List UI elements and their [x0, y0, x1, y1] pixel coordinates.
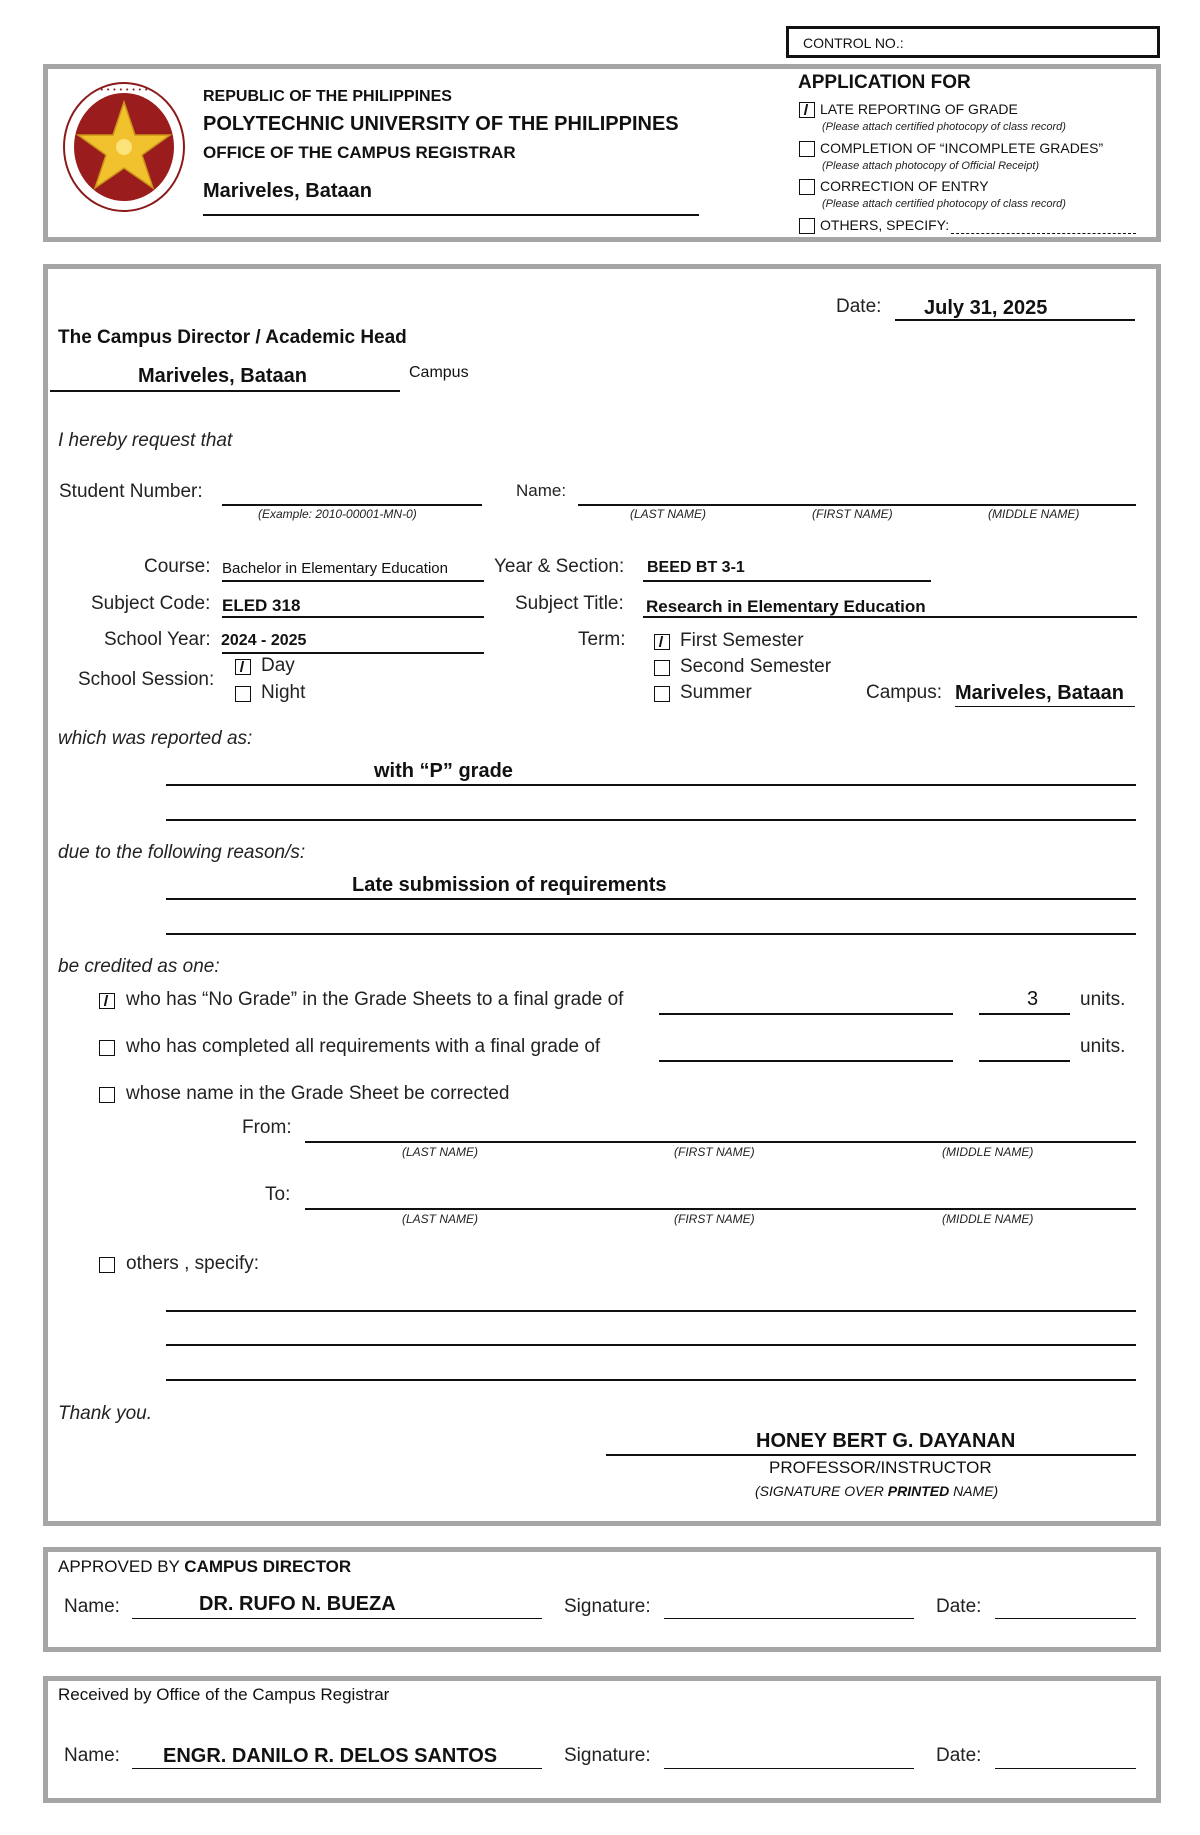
request-text: I hereby request that — [58, 430, 233, 451]
date-underline — [895, 319, 1135, 321]
from-middle-hint: (MIDDLE NAME) — [942, 1145, 1034, 1159]
application-correction-label: CORRECTION OF ENTRY — [820, 178, 989, 194]
term-label: Term: — [578, 629, 626, 650]
term-summer-checkbox[interactable] — [654, 686, 670, 702]
university-seal-logo — [60, 80, 188, 215]
term-first-semester-label: First Semester — [680, 630, 804, 651]
credit-others-label: others , specify: — [126, 1253, 260, 1274]
subject-code-value[interactable]: ELED 318 — [222, 596, 301, 615]
school-year-value[interactable]: 2024 - 2025 — [221, 632, 307, 649]
session-day-checkbox[interactable] — [235, 659, 251, 675]
to-middle-hint: (MIDDLE NAME) — [942, 1212, 1034, 1226]
header-campus: Mariveles, Bataan — [203, 180, 372, 202]
credit-no-grade-units-label: units. — [1080, 989, 1126, 1010]
application-others-label: OTHERS, SPECIFY: — [820, 217, 950, 233]
credit-no-grade-checkbox[interactable] — [99, 993, 115, 1009]
application-completion-label: COMPLETION OF “INCOMPLETE GRADES” — [820, 140, 1104, 156]
credit-completed-checkbox[interactable] — [99, 1040, 115, 1056]
control-number-box[interactable] — [786, 26, 1160, 58]
addressee: The Campus Director / Academic Head — [58, 327, 407, 348]
approval-heading-b: CAMPUS DIRECTOR — [184, 1557, 352, 1576]
subject-title-label: Subject Title: — [515, 593, 624, 614]
addressee-campus-value[interactable]: Mariveles, Bataan — [138, 365, 307, 387]
others-line-2[interactable] — [166, 1344, 1136, 1346]
received-name-underline — [132, 1768, 542, 1769]
date-label: Date: — [836, 296, 882, 317]
subject-code-underline — [222, 616, 484, 618]
name-field[interactable] — [578, 504, 1136, 506]
from-label: From: — [242, 1117, 292, 1138]
approval-heading — [58, 1557, 351, 1577]
header-university: POLYTECHNIC UNIVERSITY OF THE PHILIPPINES — [203, 113, 679, 135]
credit-completed-grade-field[interactable] — [659, 1060, 953, 1062]
approval-date-label: Date: — [936, 1596, 982, 1617]
term-first-semester-checkbox[interactable] — [654, 634, 670, 650]
year-section-label: Year & Section: — [494, 556, 625, 577]
date-value[interactable]: July 31, 2025 — [924, 297, 1048, 319]
application-others-checkbox[interactable] — [799, 218, 815, 234]
term-summer-label: Summer — [680, 682, 752, 703]
credit-name-correction-checkbox[interactable] — [99, 1087, 115, 1103]
signatory-title: PROFESSOR/INSTRUCTOR — [769, 1458, 992, 1477]
reported-as-label: which was reported as: — [58, 728, 253, 749]
name-middle-hint: (MIDDLE NAME) — [988, 507, 1080, 521]
course-underline — [222, 580, 484, 582]
name-label: Name: — [516, 481, 567, 500]
received-name-value[interactable]: ENGR. DANILO R. DELOS SANTOS — [163, 1745, 498, 1767]
from-name-field[interactable] — [305, 1141, 1136, 1143]
svg-text:• • • • • • • •: • • • • • • • • — [99, 86, 149, 94]
term-second-semester-checkbox[interactable] — [654, 660, 670, 676]
others-line-1[interactable] — [166, 1310, 1136, 1312]
credit-no-grade-grade-field[interactable] — [659, 1013, 953, 1015]
credit-others-checkbox[interactable] — [99, 1257, 115, 1273]
application-title: APPLICATION FOR — [798, 72, 971, 93]
student-number-hint: (Example: 2010-00001-MN-0) — [258, 507, 417, 521]
year-section-underline — [643, 580, 931, 582]
subject-title-value[interactable]: Research in Elementary Education — [646, 597, 926, 616]
credit-no-grade-units-value[interactable]: 3 — [1027, 988, 1039, 1010]
approval-signature-field[interactable] — [664, 1618, 914, 1619]
signature-note-c: NAME) — [949, 1483, 999, 1499]
credit-completed-units-label: units. — [1080, 1036, 1126, 1057]
application-correction-note: (Please attach certified photocopy of class record) — [822, 198, 1066, 210]
received-name-label: Name: — [64, 1745, 120, 1766]
student-number-field[interactable] — [222, 504, 482, 506]
received-date-label: Date: — [936, 1745, 982, 1766]
header-office: OFFICE OF THE CAMPUS REGISTRAR — [203, 143, 516, 162]
received-signature-label: Signature: — [564, 1745, 651, 1766]
credit-no-grade-text: who has “No Grade” in the Grade Sheets to a final grade of — [126, 989, 624, 1010]
session-day-label: Day — [261, 655, 295, 676]
signature-note-b: PRINTED — [887, 1483, 950, 1499]
signature-note-a: (SIGNATURE OVER — [755, 1483, 888, 1499]
received-date-field[interactable] — [995, 1768, 1136, 1769]
signature-note — [755, 1483, 998, 1499]
reported-as-line-1[interactable] — [166, 784, 1136, 786]
reported-as-line-2[interactable] — [166, 819, 1136, 821]
name-last-hint: (LAST NAME) — [630, 507, 707, 521]
received-signature-field[interactable] — [664, 1768, 914, 1769]
to-last-hint: (LAST NAME) — [402, 1212, 479, 1226]
credit-completed-units-field[interactable] — [979, 1060, 1070, 1062]
header-republic: REPUBLIC OF THE PHILIPPINES — [203, 88, 452, 105]
approval-date-field[interactable] — [995, 1618, 1136, 1619]
to-name-field[interactable] — [305, 1208, 1136, 1210]
approval-name-underline — [132, 1618, 542, 1619]
credit-no-grade-units-field — [979, 1013, 1070, 1015]
year-section-value[interactable]: BEED BT 3-1 — [647, 559, 745, 576]
campus-field-underline — [955, 706, 1135, 707]
addressee-campus-underline — [50, 390, 400, 392]
name-first-hint: (FIRST NAME) — [812, 507, 893, 521]
reason-line-1[interactable] — [166, 898, 1136, 900]
to-first-hint: (FIRST NAME) — [674, 1212, 755, 1226]
others-line-3[interactable] — [166, 1379, 1136, 1381]
application-correction-checkbox[interactable] — [799, 179, 815, 195]
subject-title-underline — [643, 616, 1137, 618]
session-night-label: Night — [261, 682, 306, 703]
reason-value[interactable]: Late submission of requirements — [352, 874, 667, 896]
approval-signature-label: Signature: — [564, 1596, 651, 1617]
credit-completed-text: who has completed all requirements with a final grade of — [126, 1036, 601, 1057]
school-year-label: School Year: — [104, 629, 211, 650]
reason-line-2[interactable] — [166, 933, 1136, 935]
control-number-label: CONTROL NO.: — [803, 35, 904, 51]
signatory-name: HONEY BERT G. DAYANAN — [756, 1430, 1016, 1452]
application-completion-note: (Please attach photocopy of Official Receipt) — [822, 160, 1040, 172]
header-campus-underline — [203, 214, 699, 216]
school-year-underline — [222, 652, 484, 654]
campus-field-label: Campus: — [866, 682, 943, 703]
from-first-hint: (FIRST NAME) — [674, 1145, 755, 1159]
course-value[interactable]: Bachelor in Elementary Education — [222, 560, 448, 577]
received-heading: Received by Office of the Campus Registrar — [58, 1685, 390, 1704]
subject-code-label: Subject Code: — [91, 593, 211, 614]
term-second-semester-label: Second Semester — [680, 656, 832, 677]
addressee-campus-label: Campus — [409, 364, 469, 381]
thank-you: Thank you. — [58, 1403, 152, 1424]
credit-name-correction-text: whose name in the Grade Sheet be corrected — [126, 1083, 510, 1104]
from-last-hint: (LAST NAME) — [402, 1145, 479, 1159]
application-late-reporting-note: (Please attach certified photocopy of class record) — [822, 121, 1066, 133]
school-session-label: School Session: — [78, 669, 215, 690]
approval-heading-a: APPROVED BY — [58, 1557, 185, 1576]
application-late-reporting-label: LATE REPORTING OF GRADE — [820, 101, 1018, 117]
application-others-field[interactable] — [951, 233, 1136, 234]
application-completion-checkbox[interactable] — [799, 141, 815, 157]
signatory-signature-line[interactable] — [606, 1454, 1136, 1456]
campus-field-value[interactable]: Mariveles, Bataan — [955, 682, 1124, 704]
approval-name-label: Name: — [64, 1596, 120, 1617]
approval-name-value[interactable]: DR. RUFO N. BUEZA — [199, 1593, 396, 1615]
application-late-reporting-checkbox[interactable] — [799, 102, 815, 118]
reported-as-value[interactable]: with “P” grade — [374, 760, 513, 782]
reason-label: due to the following reason/s: — [58, 842, 306, 863]
to-label: To: — [265, 1184, 291, 1205]
credited-label: be credited as one: — [58, 956, 220, 977]
student-number-label: Student Number: — [59, 481, 203, 502]
session-night-checkbox[interactable] — [235, 686, 251, 702]
course-label: Course: — [144, 556, 211, 577]
